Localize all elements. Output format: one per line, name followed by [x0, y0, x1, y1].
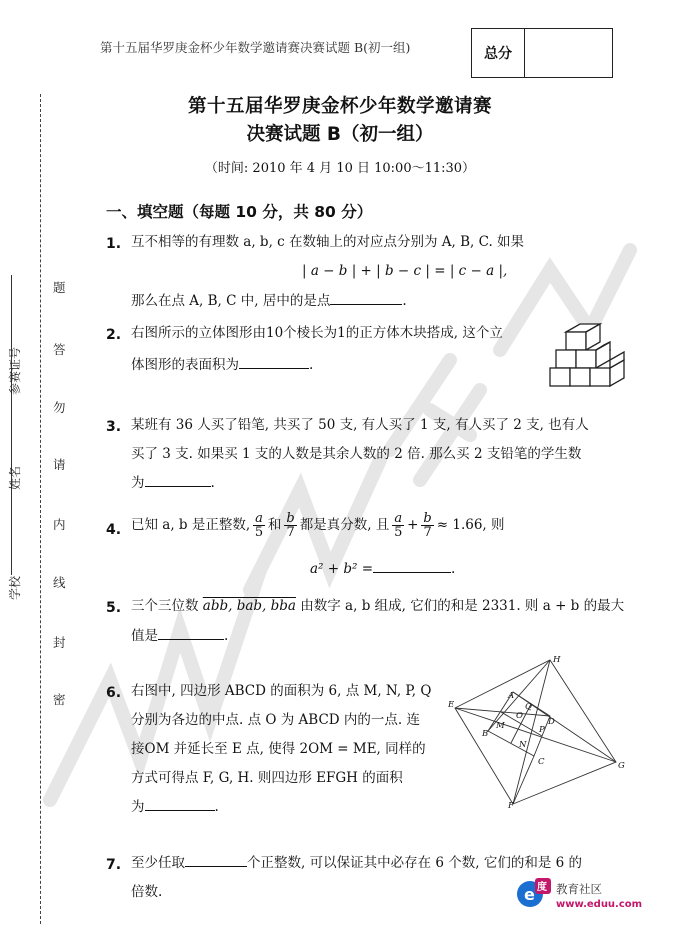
question-number: 3. — [106, 419, 122, 435]
question-4-part-c: ≈ 1.66, 则 — [436, 517, 505, 533]
question-4-part-b: 都是真分数, 且 — [299, 517, 390, 533]
point-label: P — [539, 725, 545, 735]
point-label: E — [448, 700, 455, 710]
question-6-line-2: 分别为各边的中点. 点 O 为 ABCD 内的一点. 连 — [131, 712, 420, 728]
question-4-conj: 和 — [267, 517, 282, 533]
fraction-numerator: b — [286, 510, 295, 526]
question-4-formula: a² + b² = . — [310, 555, 455, 583]
question-6-line-3: 接OM 并延长至 E 点, 使得 2OM = ME, 同样的 — [131, 741, 426, 757]
total-score-field[interactable] — [525, 29, 612, 77]
fraction-numerator: b — [423, 510, 432, 526]
seal-char: 封 — [53, 635, 66, 650]
question-7-text-a: 至少任取 — [131, 855, 185, 871]
question-7-line-2: 倍数. — [131, 884, 163, 900]
binding-dashed-line — [40, 94, 42, 924]
question-number: 5. — [106, 600, 122, 616]
cube-stack-figure — [548, 318, 630, 400]
question-6-line-4: 方式可得点 F, G, H. 则四边形 EFGH 的面积 — [131, 770, 403, 786]
question-number: 6. — [106, 685, 122, 701]
answer-blank-5[interactable] — [158, 623, 224, 640]
seal-char: 题 — [53, 280, 66, 295]
answer-blank-7[interactable] — [185, 850, 247, 867]
question-7-line-1 — [131, 849, 582, 877]
point-label: C — [538, 757, 545, 767]
question-5-prompt-text: 值是 — [131, 628, 158, 644]
point-label: G — [618, 761, 625, 771]
question-2-prompt: 体图形的表面积为 . — [131, 351, 313, 379]
point-label: A — [508, 691, 515, 701]
point-label: B — [482, 729, 489, 739]
question-number: 2. — [106, 327, 122, 343]
name-label: 姓名 — [8, 465, 22, 490]
point-label: O — [516, 711, 523, 721]
eduu-logo-badge — [516, 876, 552, 910]
question-4-part-a: 已知 a, b 是正整数, — [131, 517, 251, 533]
point-label: Q — [525, 702, 532, 712]
seal-char: 内 — [53, 517, 66, 532]
question-3-line-2: 买了 3 支. 如果买 1 支的人数是其余人数的 2 倍. 那么买 2 支铅笔的学生数 — [131, 446, 582, 462]
point-label: F — [508, 801, 514, 810]
seal-char: 答 — [53, 342, 66, 357]
question-3-prompt-text: 为 — [131, 475, 145, 491]
seal-char: 勿 — [53, 400, 66, 415]
section-heading: 一、填空题（每题 10 分，共 80 分） — [106, 203, 373, 221]
total-score-box — [471, 28, 613, 78]
school-field-line[interactable] — [11, 275, 13, 575]
fraction-denominator: 7 — [286, 524, 295, 540]
question-1-prompt-text: 那么在点 A, B, C 中, 居中的是点 — [131, 293, 331, 309]
question-3-line-1: 某班有 36 人买了铅笔, 共买了 50 支, 有人买了 1 支, 有人买了 2 支, 也有人 — [131, 417, 589, 433]
question-7-text-b: 个正整数, 可以保证其中必存在 6 个数, 它们的和是 6 的 — [247, 855, 583, 871]
question-5-text-a: 三个三位数 — [131, 598, 199, 614]
seal-char: 密 — [53, 692, 66, 707]
eduu-url[interactable]: www.eduu.com — [556, 899, 643, 910]
fraction-b-over-7 — [421, 512, 433, 539]
question-number: 7. — [106, 857, 122, 873]
fraction-denominator: 5 — [254, 524, 264, 540]
fraction-a-over-5 — [392, 512, 404, 539]
question-4-formula-text: a² + b² = — [310, 561, 374, 577]
question-4-text — [131, 511, 505, 539]
question-2-text: 右图所示的立体图形由10个棱长为1的正方体木块搭成, 这个立 — [131, 325, 503, 341]
svg-text:e: e — [524, 885, 535, 904]
exam-subtitle: 决赛试题 B（初一组） — [246, 124, 434, 145]
question-number: 1. — [106, 236, 122, 252]
fraction-b-over-7 — [284, 512, 296, 539]
answer-blank-3[interactable] — [145, 470, 211, 487]
answer-blank-2[interactable] — [239, 352, 309, 369]
seal-char: 线 — [53, 575, 66, 590]
fraction-denominator: 5 — [394, 524, 403, 540]
total-score-label: 总分 — [472, 29, 525, 77]
answer-blank-4[interactable] — [373, 556, 451, 573]
point-label: H — [553, 655, 561, 665]
exam-title: 第十五届华罗庚金杯少年数学邀请赛 — [187, 96, 492, 117]
question-5-overline-numbers: abb, bab, bba — [202, 598, 296, 614]
running-header: 第十五届华罗庚金杯少年数学邀请赛决赛试题 B(初一组) — [100, 40, 411, 55]
fraction-a-over-5 — [253, 512, 265, 539]
question-1-text: 互不相等的有理数 a, b, c 在数轴上的对应点分别为 A, B, C. 如果 — [131, 234, 525, 250]
svg-text:度: 度 — [537, 882, 547, 893]
question-6-line-1: 右图中, 四边形 ABCD 的面积为 6, 点 M, N, P, Q — [131, 683, 432, 699]
quadrilateral-figure — [446, 652, 630, 810]
question-2-prompt-text: 体图形的表面积为 — [131, 357, 239, 373]
question-6-prompt-text: 为 — [131, 799, 145, 815]
fraction-numerator: a — [394, 510, 403, 526]
point-label: M — [496, 721, 505, 731]
point-label: D — [548, 717, 555, 727]
question-1-formula: | a − b | + | b − c | = | c − a |, — [302, 263, 508, 279]
answer-blank-6[interactable] — [145, 794, 215, 811]
plus-sign: + — [407, 517, 419, 533]
question-3-prompt: 为 . — [131, 469, 215, 497]
question-5-line-1 — [131, 592, 624, 620]
fraction-numerator: a — [255, 510, 263, 526]
school-label: 学校 — [8, 575, 22, 600]
answer-blank-1[interactable] — [330, 288, 402, 305]
exam-id-label: 参赛证号 — [8, 346, 22, 395]
question-6-prompt: 为 . — [131, 793, 219, 821]
point-label: N — [519, 740, 527, 750]
eduu-brand-text: 教育社区 — [556, 882, 602, 896]
question-1-prompt: 那么在点 A, B, C 中, 居中的是点 . — [131, 287, 407, 315]
seal-char: 请 — [53, 457, 66, 472]
question-5-prompt: 值是 . — [131, 622, 228, 650]
fraction-denominator: 7 — [423, 524, 432, 540]
exam-time: （时间: 2010 年 4 月 10 日 10:00～11:30） — [204, 161, 476, 176]
question-number: 4. — [106, 522, 122, 538]
question-5-text-b: 由数字 a, b 组成, 它们的和是 2331. 则 a + b 的最大 — [300, 598, 625, 614]
